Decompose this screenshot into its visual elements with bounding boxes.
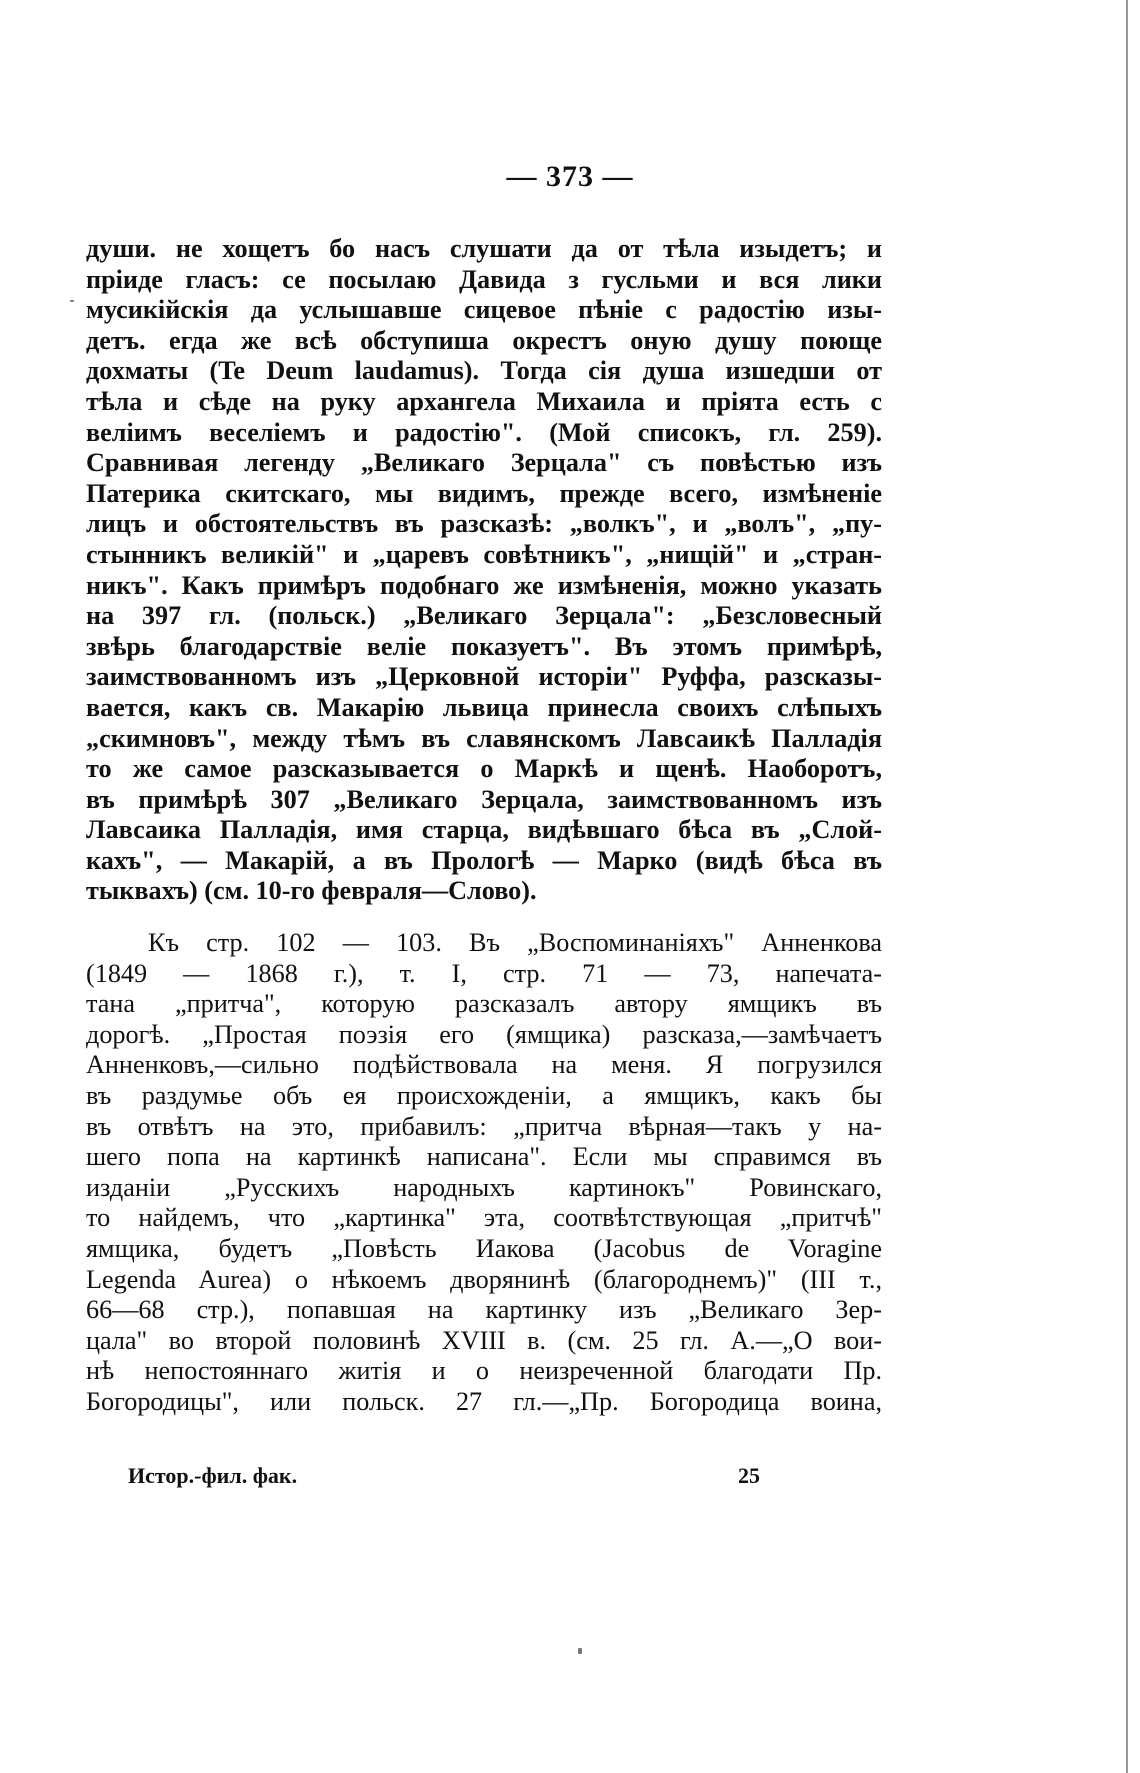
text-line: цала" во второй половинѣ XVIII в. (см. 25 гл. А.—„О вои-: [86, 1325, 882, 1355]
signature-mark: Истор.-фил. фак.: [128, 1463, 298, 1488]
text-line: Анненковъ,—сильно подѣйствовала на меня. Я погрузился: [86, 1050, 882, 1080]
text-line: на 397 гл. (польск.) „Великаго Зерцала": „Безсловесный: [86, 601, 882, 631]
text-line: души. не хощетъ бо насъ слушати да от тѣла изыдетъ; и: [86, 234, 882, 263]
text-line: то же самое разсказывается о Маркѣ и щенѣ. Наоборотъ,: [86, 754, 882, 784]
text-line: заимствованномъ изъ „Церковной исторіи" Руффа, разсказы-: [86, 662, 882, 692]
text-line: Патерика скитскаго, мы видимъ, прежде всего, измѣненіе: [86, 478, 882, 508]
text-line: (1849 — 1868 г.), т. I, стр. 71 — 73, напечата-: [86, 958, 882, 988]
text-line: пріиде гласъ: се посылаю Давида з гусльми и вся лики: [86, 264, 882, 294]
scan-edge-line: [1126, 0, 1128, 1773]
text-line: шего попа на картинкѣ написана". Если мы справимся въ: [86, 1142, 882, 1172]
text-line: тана „притча", которую разсказалъ автору ямщикъ въ: [86, 989, 882, 1019]
text-line: никъ". Какъ примѣръ подобнаго же измѣненія, можно указать: [86, 570, 882, 600]
text-line: кахъ", — Макарій, а въ Прологѣ — Марко (видѣ бѣса въ: [86, 845, 882, 875]
text-line: то найдемъ, что „картинка" эта, соотвѣтствующая „притчѣ": [86, 1203, 882, 1233]
text-line: изданіи „Русскихъ народныхъ картинокъ" Ровинскаго,: [86, 1172, 882, 1202]
text-line: Legenda Aurea) о нѣкоемъ дворянинѣ (благороднемъ)" (III т.,: [86, 1264, 882, 1294]
text-line: мусикійскія да услышавше сицевое пѣніе с радостію изы-: [86, 295, 882, 325]
scan-speck: [70, 300, 74, 302]
text-line: Къ стр. 102 — 103. Въ „Воспоминаніяхъ" Анненкова: [148, 928, 882, 957]
text-line: 66—68 стр.), попавшая на картинку изъ „Великаго Зер-: [86, 1295, 882, 1325]
text-line: въ раздумье объ ея происхожденіи, а ямщикъ, какъ бы: [86, 1080, 882, 1110]
text-line: тѣла и сѣде на руку архангела Михаила и пріята есть с: [86, 386, 882, 416]
page-number: — 373 —: [506, 160, 634, 193]
text-line: веліимъ веселіемъ и радостію". (Мой списокъ, гл. 259).: [86, 417, 882, 447]
scan-speck: [578, 1648, 582, 1654]
paragraph-1: [86, 234, 882, 907]
text-line: Сравнивая легенду „Великаго Зерцала" съ повѣстью изъ: [86, 448, 882, 478]
text-line: нѣ непостояннаго житія и о неизреченной благодати Пр.: [86, 1356, 882, 1386]
text-line: тыквахъ) (см. 10-го февраля—Слово).: [86, 876, 537, 906]
text-line: детъ. егда же всѣ обступиша окрестъ оную душу поюще: [86, 325, 882, 355]
text-line: дохматы (Te Deum laudamus). Тогда сія душа изшедши от: [86, 356, 882, 386]
text-line: въ примѣрѣ 307 „Великаго Зерцала, заимствованномъ изъ: [86, 784, 882, 814]
text-line: дорогѣ. „Простая поэзія его (ямщика) разсказа,—замѣчаетъ: [86, 1019, 882, 1049]
text-line: Богородицы", или польск. 27 гл.—„Пр. Богородица воина,: [86, 1386, 882, 1416]
text-line: лицъ и обстоятельствъ въ разсказѣ: „волкъ", и „волъ", „пу-: [86, 509, 882, 539]
text-line: Лавсаика Палладія, имя старца, видѣвшаго бѣса въ „Слой-: [86, 815, 882, 845]
signature-number: 25: [738, 1463, 760, 1488]
text-line: стынникъ великій" и „царевъ совѣтникъ", „нищій" и „стран-: [86, 539, 882, 569]
text-line: „скимновъ", между тѣмъ въ славянскомъ Лавсаикѣ Палладія: [86, 723, 882, 753]
text-line: звѣрь благодарствіе веліе показуетъ". Въ этомъ примѣрѣ,: [86, 631, 882, 661]
text-line: ямщика, будетъ „Повѣсть Иакова (Jacobus de Voragine: [86, 1233, 882, 1263]
text-line: вается, какъ св. Макарію львица принесла своихъ слѣпыхъ: [86, 692, 882, 722]
text-line: въ отвѣтъ на это, прибавилъ: „притча вѣрная—такъ у на-: [86, 1111, 882, 1141]
paragraph-2: [86, 928, 882, 1418]
